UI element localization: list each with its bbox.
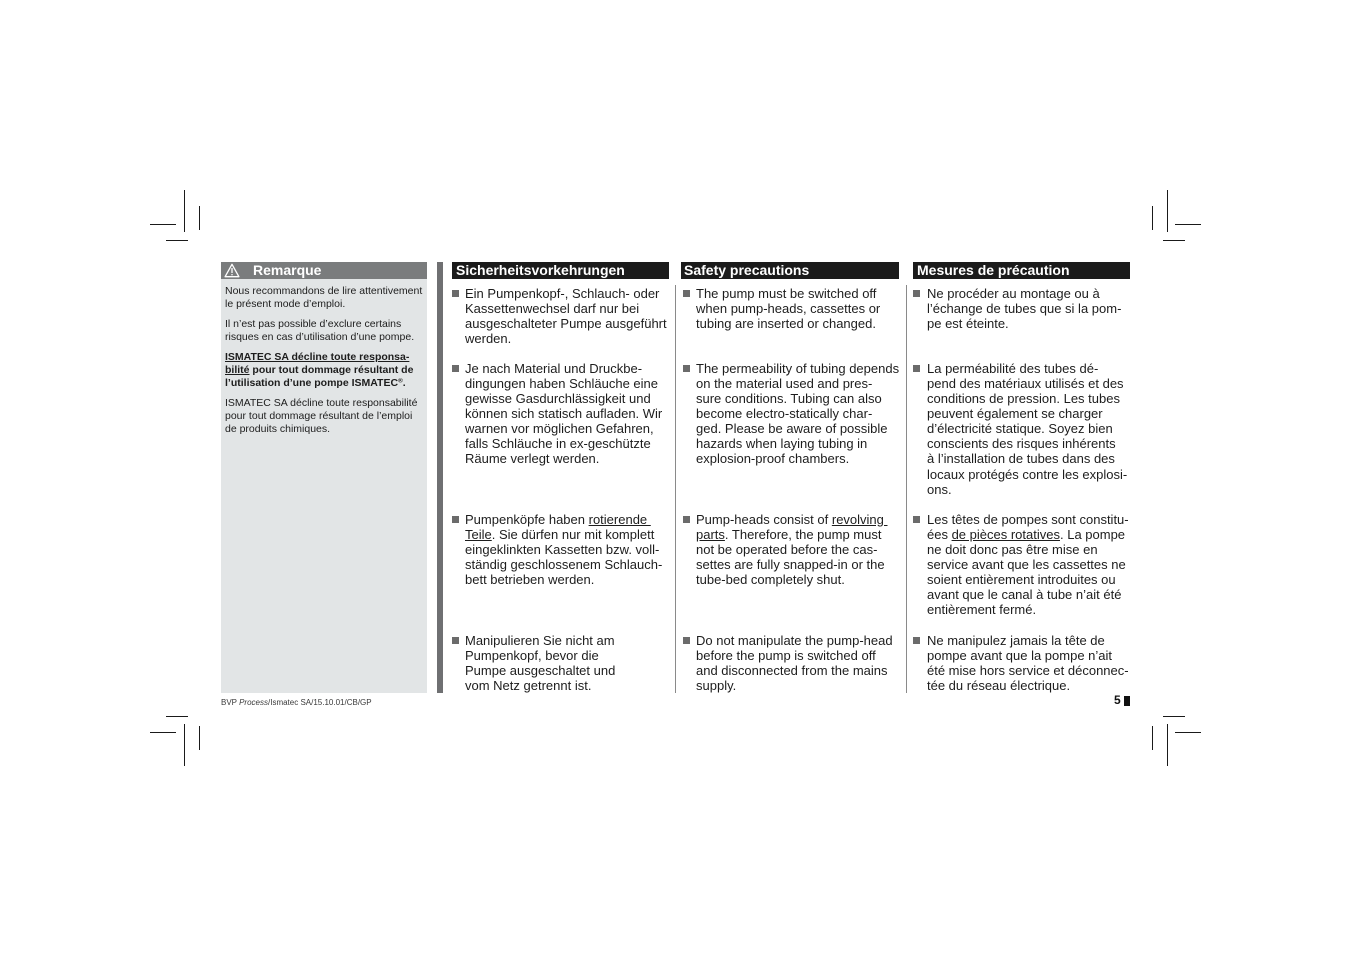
text-line: sure conditions. Tubing can also (696, 390, 882, 406)
text-line: ständig geschlossenem Schlauch- (465, 556, 663, 572)
text-line: Pumpe ausgeschaltet und (465, 662, 616, 678)
square-bullet-icon (913, 637, 920, 644)
underlined-text: ISMATEC SA décline toute responsa- (225, 350, 410, 363)
note-panel (221, 262, 427, 693)
column-en (681, 262, 899, 693)
liability-notice (225, 351, 422, 390)
column-divider (906, 285, 907, 693)
text-line: ne doit donc pas être mise en (927, 541, 1098, 557)
text-line: können sich statisch aufladen. Wir (465, 405, 663, 421)
crop-mark (184, 724, 185, 766)
text-line: Do not manipulate the pump-head (696, 632, 893, 648)
note-panel-title: Remarque (253, 262, 322, 278)
text-line: vom Netz getrennt ist. (465, 677, 592, 693)
text-line (465, 512, 662, 527)
text-segment: Pumpenköpfe haben (465, 511, 589, 527)
precaution-text (465, 512, 662, 588)
text-line: when pump-heads, cassettes or (696, 300, 881, 316)
column-header: Sicherheitsvorkehrungen (452, 262, 669, 279)
crop-mark (184, 190, 185, 232)
precaution-text (696, 633, 893, 694)
text-line: risques en cas d’utilisation d’une pompe. (225, 330, 415, 343)
text-line (225, 351, 422, 364)
text-line (225, 364, 422, 377)
column-fr (913, 262, 1130, 693)
footer-text: /Ismatec SA/15.10.01/CB/GP (268, 698, 372, 707)
square-bullet-icon (683, 516, 690, 523)
registered-mark: ® (398, 377, 403, 385)
precaution-text (927, 361, 1127, 497)
square-bullet-icon (452, 516, 459, 523)
underlined-text: de pièces rotatives (951, 526, 1060, 542)
text-line: soient entièrement introduites ou (927, 572, 1116, 588)
square-bullet-icon (913, 516, 920, 523)
text-line: hazards when laying tubing in (696, 436, 868, 452)
text-line: Manipulieren Sie nicht am (465, 632, 615, 648)
crop-mark (166, 716, 188, 717)
text-line: before the pump is switched off (696, 647, 876, 663)
precaution-text (696, 512, 888, 588)
text-line: d’électricité statique. Soyez bien (927, 421, 1113, 437)
text-line: pompe avant que la pompe n’ait (927, 647, 1113, 663)
text-line (696, 527, 888, 542)
note-panel-header (221, 262, 427, 279)
square-bullet-icon (683, 365, 690, 372)
page-marker (1124, 696, 1130, 706)
text-line: conscients des risques inhérents (927, 436, 1116, 452)
text-line: gewisse Gasdurchlässigkeit und (465, 390, 651, 406)
text-line: ausgeschalteter Pumpe ausgeführt (465, 315, 667, 331)
precaution-text (927, 512, 1129, 618)
text-line: eingeklinkten Kassetten bzw. voll- (465, 541, 660, 557)
text-line: La perméabilité des tubes dé- (927, 360, 1099, 376)
note-paragraph (225, 397, 422, 436)
crop-mark (150, 224, 176, 225)
crop-mark (166, 240, 188, 241)
column-de (452, 262, 669, 693)
text-line: Il n’est pas possible d’exclure certains (225, 317, 402, 330)
text-line: service avant que les cassettes ne (927, 556, 1126, 572)
text-line: ISMATEC SA décline toute responsabilité (225, 396, 418, 409)
text-line: le présent mode d’emploi. (225, 297, 346, 310)
text-line: Nous recommandons de lire attentivement (225, 284, 423, 297)
crop-mark (1163, 240, 1185, 241)
crop-mark (1175, 224, 1201, 225)
text-line: pend des matériaux utilisés et des (927, 375, 1124, 391)
precaution-text (465, 633, 615, 694)
text-segment: . Sie dürfen nur mit komplett (491, 526, 655, 542)
note-panel-body (225, 285, 422, 443)
crop-mark (1163, 716, 1185, 717)
text-line: Les têtes de pompes sont constitu- (927, 511, 1129, 527)
precaution-text (465, 286, 667, 347)
page-number: 5 (1114, 693, 1121, 707)
square-bullet-icon (913, 365, 920, 372)
precaution-text (927, 633, 1129, 694)
text-segment: . La pompe (1059, 526, 1126, 542)
text-line: l’échange de tubes que si la pom- (927, 300, 1122, 316)
underlined-text: rotierende (588, 511, 651, 527)
text-line: Räume verlegt werden. (465, 451, 600, 467)
text-line: become electro-statically char- (696, 405, 873, 421)
text-line: à l’installation de tubes dans des (927, 451, 1115, 467)
text-line: Je nach Material und Druckbe- (465, 360, 643, 376)
text-line (696, 512, 888, 527)
precaution-text (465, 361, 662, 467)
text-line: conditions de pression. Les tubes (927, 390, 1120, 406)
text-line: ged. Please be aware of possible (696, 421, 888, 437)
crop-mark (1167, 724, 1168, 766)
text-line: falls Schläuche in ex-geschützte (465, 436, 651, 452)
crop-mark (150, 732, 176, 733)
text-segment: pour tout dommage résultant de (249, 363, 414, 376)
document-footer (221, 698, 372, 708)
text-line (465, 527, 662, 542)
text-line: werden. (465, 330, 512, 346)
text-line: Ne procéder au montage ou à (927, 285, 1100, 301)
crop-mark (1152, 206, 1153, 230)
column-header: Mesures de précaution (913, 262, 1130, 279)
text-line: The pump must be switched off (696, 285, 877, 301)
crop-mark (1152, 726, 1153, 750)
crop-mark (199, 726, 200, 750)
precaution-text (927, 286, 1121, 331)
text-line: pe est éteinte. (927, 315, 1009, 331)
underlined-text: revolving (831, 511, 888, 527)
note-paragraph (225, 285, 422, 311)
underlined-text: parts (696, 526, 725, 542)
text-line: Pumpenkopf, bevor die (465, 647, 599, 663)
text-line: The permeability of tubing depends (696, 360, 900, 376)
text-line: Kassettenwechsel darf nur bei (465, 300, 640, 316)
text-line: explosion-proof chambers. (696, 451, 850, 467)
text-segment: ées (927, 526, 952, 542)
text-line: Ein Pumpenkopf-, Schlauch- oder (465, 285, 660, 301)
precaution-text (696, 361, 899, 467)
warning-triangle-icon (224, 263, 240, 278)
text-line: Ne manipulez jamais la tête de (927, 632, 1105, 648)
square-bullet-icon (913, 290, 920, 297)
text-segment: Pump-heads consist of (696, 511, 832, 527)
text-line (225, 377, 422, 390)
text-segment: l’utilisation d’une pompe ISMATEC (225, 376, 399, 389)
column-divider (675, 285, 676, 693)
square-bullet-icon (452, 290, 459, 297)
note-paragraph (225, 318, 422, 344)
footer-italic-text: Process (239, 698, 268, 707)
text-line: ons. (927, 481, 952, 497)
text-line: bett betrieben werden. (465, 572, 595, 588)
underlined-text: bilité (225, 363, 250, 376)
crop-mark (199, 206, 200, 230)
text-line: settes are fully snapped-in or the (696, 556, 885, 572)
text-line: tube-bed completely shut. (696, 572, 845, 588)
text-line: dingungen haben Schläuche eine (465, 375, 659, 391)
square-bullet-icon (452, 637, 459, 644)
text-line: tubing are inserted or changed. (696, 315, 876, 331)
text-line: avant que le canal à tube n’ait été (927, 587, 1122, 603)
crop-mark (1175, 732, 1201, 733)
text-line: de produits chimiques. (225, 422, 331, 435)
text-line: peuvent également se charger (927, 405, 1103, 421)
text-line: supply. (696, 677, 737, 693)
square-bullet-icon (683, 290, 690, 297)
text-line: and disconnected from the mains (696, 662, 888, 678)
text-line: pour tout dommage résultant de l’emploi (225, 409, 413, 422)
text-line: entièrement fermé. (927, 602, 1037, 618)
text-line: été mise hors service et déconnec- (927, 662, 1129, 678)
footer-text: BVP (221, 698, 240, 707)
text-line: locaux protégés contre les explosi- (927, 466, 1128, 482)
square-bullet-icon (452, 365, 459, 372)
text-line: tée du réseau électrique. (927, 677, 1071, 693)
text-segment: . (402, 376, 406, 389)
accent-bar (437, 262, 443, 693)
underlined-text: Teile (465, 526, 492, 542)
square-bullet-icon (683, 637, 690, 644)
precaution-text (696, 286, 880, 331)
text-line: warnen vor möglichen Gefahren, (465, 421, 654, 437)
text-line: not be operated before the cas- (696, 541, 878, 557)
crop-mark (1167, 190, 1168, 232)
text-line: on the material used and pres- (696, 375, 873, 391)
text-line (927, 527, 1129, 542)
text-segment: . Therefore, the pump must (724, 526, 882, 542)
column-header: Safety precautions (681, 262, 899, 279)
